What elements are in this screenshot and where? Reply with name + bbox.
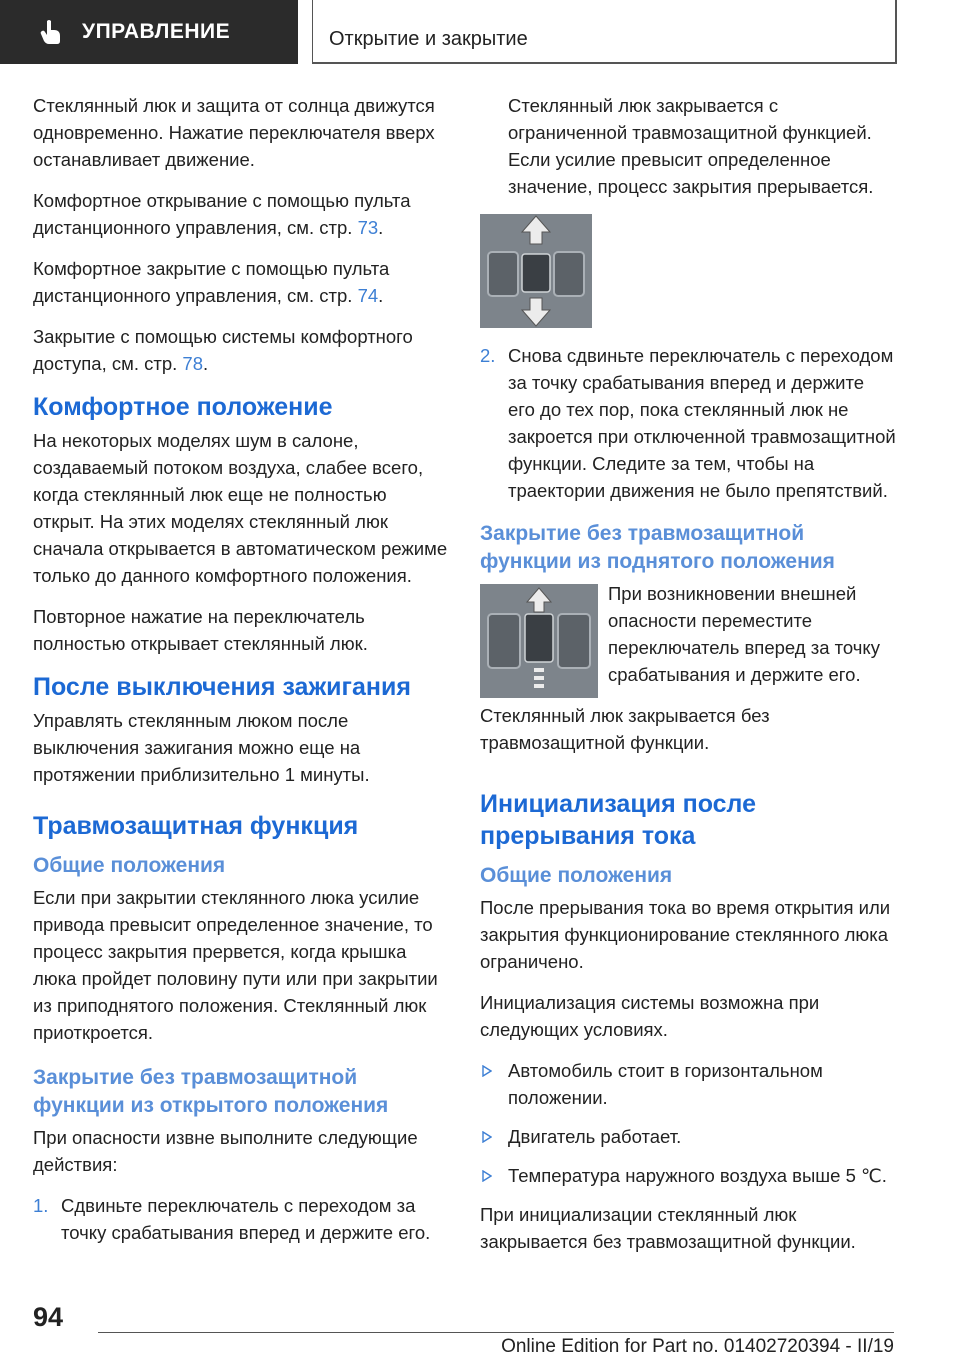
paragraph: Повторное нажатие на переключатель полностью открывает стеклянный люк.: [33, 606, 368, 654]
list-item: [480, 1162, 896, 1189]
paragraph: Если при закрытии стеклянного люка усилие привода превысит определенное значение, то процесс закрытия прервется, когда крышка люка пройдет половину пути или при закрытии из приподнятого положения. Стеклянный люк приоткроется.: [33, 887, 438, 1043]
sunroof-switch-illustration: [480, 214, 592, 328]
page-number: 94: [33, 1302, 64, 1332]
subheading-general: Общие положения: [480, 864, 673, 887]
list-item: [480, 342, 896, 504]
paragraph: Стеклянный люк закрывается с ограниченной травмозащитной функцией. Если усилие превысит определенное значение, процесс закрытия прерывается.: [508, 95, 874, 197]
paragraph: Стеклянный люк и защита от солнца движутся одновременно. Нажатие переключателя вверх останавливает движение.: [33, 95, 435, 170]
bullet-text: Температура наружного воздуха выше 5 ℃.: [508, 1165, 887, 1186]
list-item: [480, 1123, 896, 1150]
left-column: [33, 92, 449, 1260]
paragraph: На некоторых моделях шум в салоне, создаваемый потоком воздуха, слабее всего, когда стеклянный люк еще не полностью открыт. На этих моделях стеклянный люк сначала открывается в автоматическом режиме только до данного комфортного положения.: [33, 430, 448, 586]
section-tab[interactable]: [0, 0, 298, 64]
step-text: Снова сдвиньте переключатель с переходом за точку срабатывания вперед и держите его до тех пор, пока стеклянный люк не закроется при отключенной травмозащитной функции. Следите за тем, чтобы на траектории движения не было препятствий.: [508, 345, 896, 501]
heading-after-ignition-off: После выключения зажигания: [33, 673, 411, 701]
list-item: [33, 1192, 449, 1246]
paragraph-ref: Комфортное закрытие с помощью пульта дистанционного управления, см. стр. 74.: [33, 258, 390, 306]
subheading-close-from-raised: Закрытие без травмозащитной функции из поднятого положения: [480, 522, 835, 573]
sunroof-switch-illustration: [480, 584, 598, 698]
step-number: 1.: [33, 1195, 49, 1216]
section-label: УПРАВЛЕНИЕ: [82, 20, 231, 43]
heading-initialization: Инициализация после прерывания тока: [480, 790, 757, 850]
paragraph: При инициализации стеклянный люк закрывается без травмозащитной функции.: [480, 1204, 856, 1252]
paragraph: После прерывания тока во время открытия или закрытия функционирование стеклянного люка ограничено.: [480, 897, 891, 972]
step-number: 2.: [480, 345, 496, 366]
triangle-bullet-icon: [482, 1065, 492, 1077]
paragraph: При опасности извне выполните следующие действия:: [33, 1127, 418, 1175]
bullet-text: Автомобиль стоит в горизонтальном положении.: [508, 1060, 823, 1108]
paragraph-ref: Комфортное открывание с помощью пульта дистанционного управления, см. стр. 73.: [33, 190, 411, 238]
switch-illustration: [480, 214, 592, 328]
hand-pointer-icon: [28, 0, 74, 64]
page-title: Открытие и закрытие: [329, 28, 528, 50]
paragraph: Стеклянный люк закрывается без травмозащитной функции.: [480, 705, 770, 753]
footer-divider: [98, 1332, 894, 1333]
step-text: Сдвиньте переключатель с переходом за точку срабатывания вперед и держите его.: [61, 1195, 431, 1243]
paragraph: При возникновении внешней опасности переместите переключатель вперед за точку срабатывания и держите его.: [608, 583, 880, 685]
edition-footer: Online Edition for Part no. 01402720394 - II/19: [501, 1336, 894, 1357]
paragraph-ref: Закрытие с помощью системы комфортного доступа, см. стр. 78.: [33, 326, 413, 374]
list-item: [480, 1057, 896, 1111]
switch-illustration: [480, 584, 598, 698]
triangle-bullet-icon: [482, 1131, 492, 1143]
heading-pinch-protection: Травмозащитная функция: [33, 812, 359, 840]
paragraph: Управлять стеклянным люком после выключения зажигания можно еще на протяжении приблизительно 1 минуты.: [33, 710, 370, 785]
paragraph: Инициализация системы возможна при следующих условиях.: [480, 992, 820, 1040]
triangle-bullet-icon: [482, 1170, 492, 1182]
subheading-general: Общие положения: [33, 854, 226, 877]
page-link[interactable]: 74: [357, 285, 379, 306]
page-header-title-box: [312, 0, 897, 64]
page-link[interactable]: 78: [182, 353, 203, 374]
heading-comfort-position: Комфортное положение: [33, 393, 333, 421]
subheading-close-from-open: Закрытие без травмозащитной функции из открытого положения: [33, 1066, 389, 1117]
right-column: [480, 92, 896, 1269]
bullet-text: Двигатель работает.: [508, 1126, 682, 1147]
page-link[interactable]: 73: [357, 217, 379, 238]
